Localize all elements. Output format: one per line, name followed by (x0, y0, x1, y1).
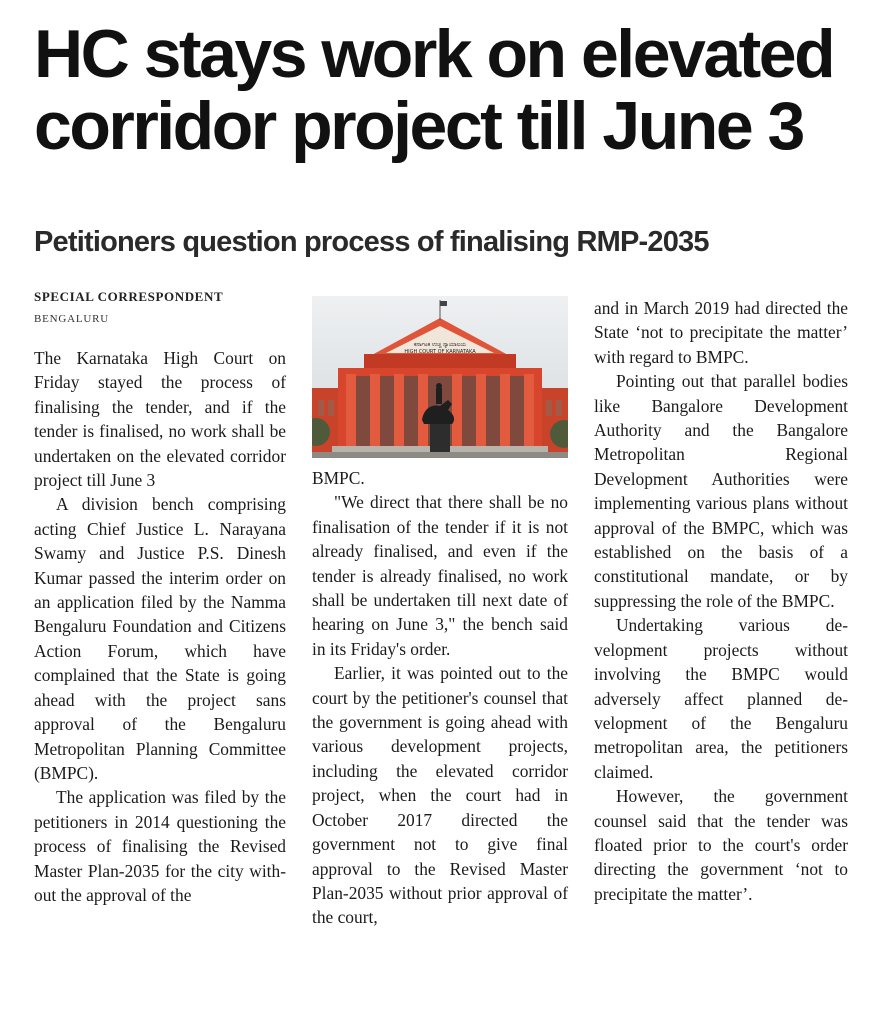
paragraph: Pointing out that parallel bodies like Bangalore Development Authority and the Bangalore Metropolitan Regional Development Authorities were implementing various plans without approval of the BMPC, which was established on the basis of a constitutional mandate, or by suppressing the role of the BMPC. (594, 371, 848, 611)
headline-line-2: corridor project till June 3 (34, 88, 803, 164)
article-column-1 (34, 346, 286, 907)
paragraph: and in March 2019 had directed the State ‘not to precipitate the matter’ with regard to BMPC. (594, 298, 848, 367)
high-court-photo (312, 296, 568, 458)
building-sign-kannada: ಕರ್ನಾಟಕ ಉಚ್ಚ ನ್ಯಾಯಾಲಯ (413, 342, 467, 348)
paragraph: Undertaking various development projects without involving the BMPC would adversely affect planned development of the Bengaluru metropolitan area, the petitioners claimed. (594, 615, 848, 782)
paragraph: The Karnataka High Court on Friday stayed the process of finalising the tender, and if the tender is finalised, no work shall be undertaken on the elevated corridor project till June 3 (34, 348, 286, 491)
paragraph: The application was filed by the petitioners in 2014 questioning the process of finalising the Revised Master Plan-2035 for the city without the approval of the (34, 787, 286, 905)
subheadline: Petitioners question process of finalising RMP-2035 (34, 226, 709, 258)
paragraph: "We direct that there shall be no finalisation of the tender if it is not already finalised, and even if the tender is already finalised, no work shall be undertaken till next date of hearing on June 3," the bench said in its Friday's order. (312, 492, 568, 659)
dateline: BENGALURU (34, 313, 110, 325)
article-column-3 (594, 296, 848, 906)
paragraph: Earlier, it was pointed out to the court by the petitioner's counsel that the government is going ahead with various development projects, including the elevated corridor project, when the court had in October 2017 directed the government not to give final approval to the Revised Master Plan-2035 without prior approval of the court, (312, 663, 568, 928)
paragraph: A division bench comprising acting Chief Justice L. Narayana Swamy and Justice P.S. Dinesh Kumar passed the interim order on an application filed by the Namma Bengaluru Foundation and Citizens Action Forum, which have complained that the State is going ahead with the project sans approval of the Bengaluru Metropolitan Planning Committee (BMPC). (34, 494, 286, 783)
high-court-illustration (312, 296, 568, 458)
byline: SPECIAL CORRESPONDENT (34, 289, 224, 304)
paragraph: BMPC. (312, 468, 365, 488)
headline (34, 18, 864, 162)
building-sign-english: HIGH COURT OF KARNATAKA (404, 349, 476, 355)
paragraph: However, the government counsel said that the tender was floated prior to the court's order directing the government ‘not to precipitate the matter’. (594, 786, 848, 904)
headline-line-1: HC stays work on elevated (34, 16, 834, 92)
article-column-2 (312, 466, 568, 930)
